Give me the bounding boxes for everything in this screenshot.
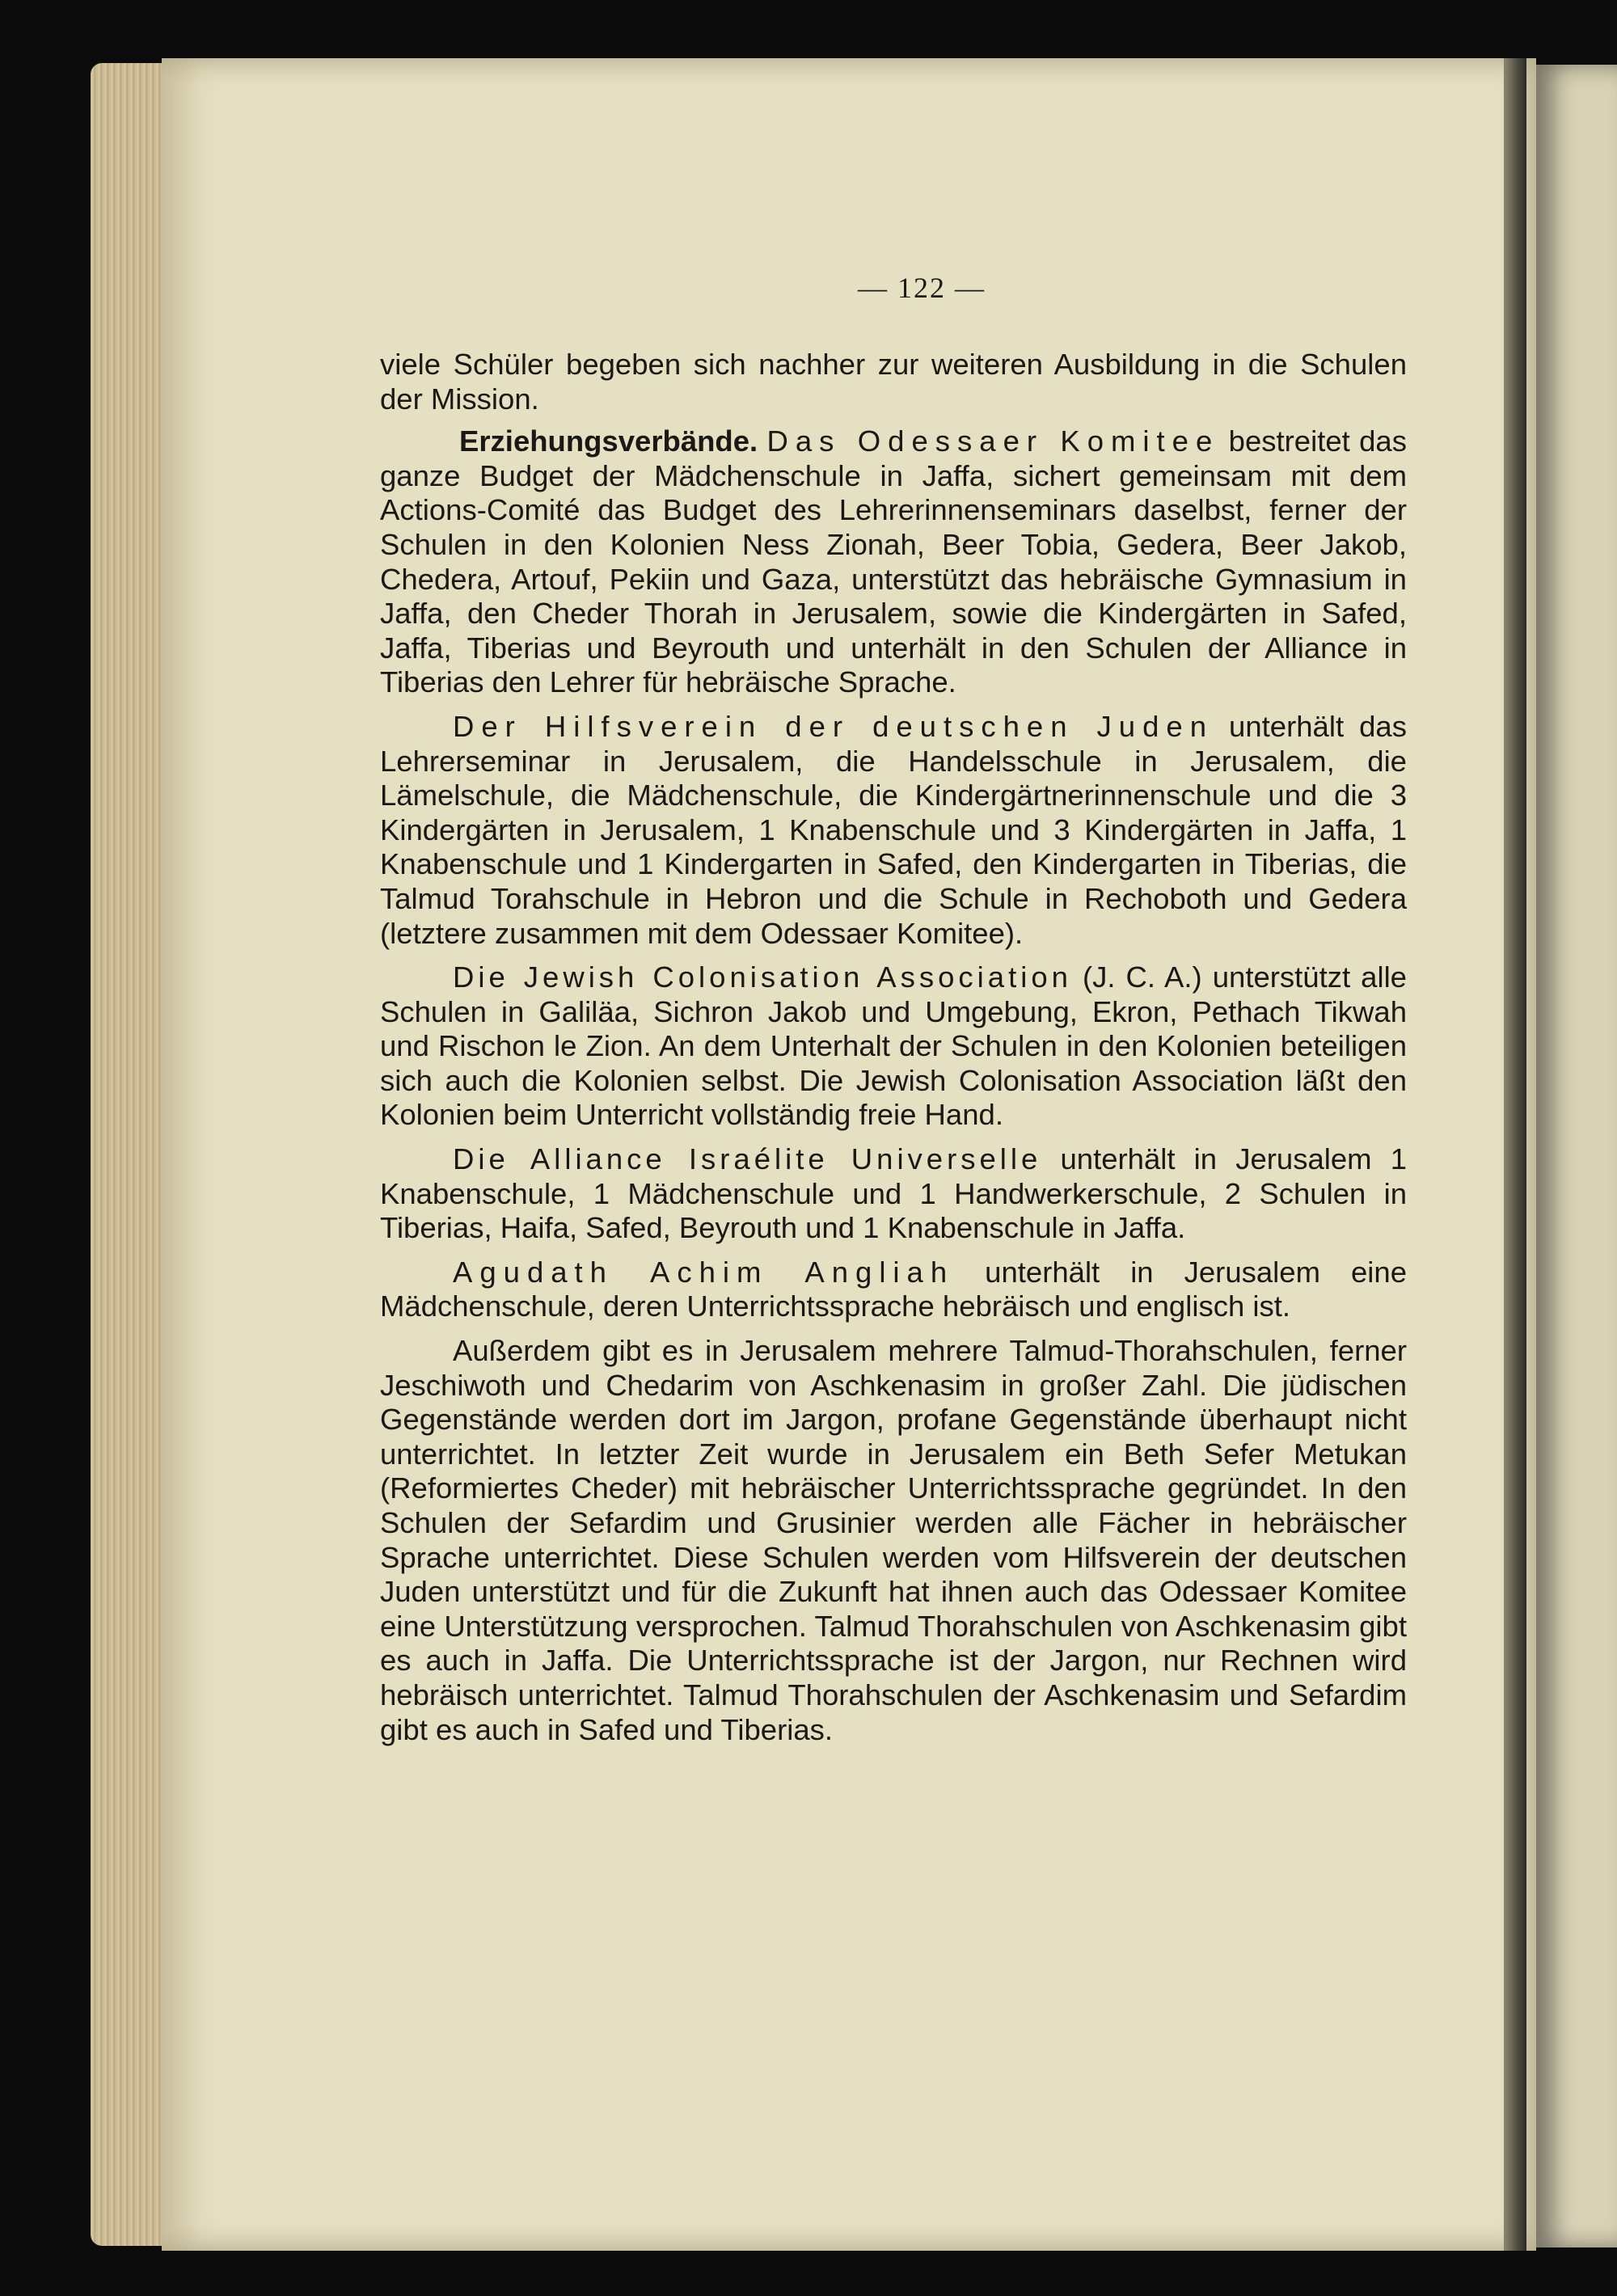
paragraph-text: (J. C. A.) unterstützt alle Schulen in Galiläa, Sichron Jakob und Umgebung, Ekron, Pethach Tikwah und Rischon le Zion. An dem Unterhalt der Schulen in den Kolonien beteiligen sich auch die Kolonien selbst. Die Jewish Colonisation Association läßt den Kolonien beim Unterricht vollständig freie Hand. — [380, 960, 1407, 1132]
paragraph-alliance — [380, 1142, 1407, 1246]
spaced-organization-name: Die Jewish Colonisation Association — [453, 960, 1072, 994]
spaced-organization-name: Agudath Achim Angliah — [453, 1255, 955, 1289]
paragraph-erziehungsverbaende — [380, 424, 1407, 700]
spaced-organization-name: Die Alliance Israélite Universelle — [453, 1142, 1042, 1176]
paragraph-hilfsverein — [380, 710, 1407, 951]
adjacent-page-edge — [1536, 65, 1617, 2247]
paragraph-text: unterhält das Lehrerseminar in Jerusalem, die Handelsschule in Jerusalem, die Lämelschule, die Mädchenschule, die Kindergärtnerinnenschule und die 3 Kindergärten in Jerusalem, 1 Knabenschule und 3 Kindergärten in Jaffa, 1 Knabenschule und 1 Kindergarten in Safed, den Kindergarten in Tiberias, die Talmud Torahschule in Hebron und die Schule in Rechoboth und Gedera (letztere zusammen mit dem Odessaer Komitee). — [380, 709, 1407, 950]
paragraph-text: viele Schüler begeben sich nachher zur weiteren Ausbildung in die Schulen der Mission. — [380, 348, 1407, 416]
page-body-text — [380, 348, 1407, 1747]
paragraph-text: unterhält in Jerusalem eine Mädchenschule, deren Unterrichtssprache hebräisch und englisch ist. — [380, 1255, 1407, 1323]
paragraph-agudath — [380, 1256, 1407, 1324]
paragraph-text: unterhält in Jerusalem 1 Knabenschule, 1 Mädchenschule und 1 Handwerkerschule, 2 Schulen in Tiberias, Haifa, Safed, Beyrouth und 1 Knabenschule in Jaffa. — [380, 1142, 1407, 1245]
spaced-organization-name: Das Odessaer Komitee — [766, 424, 1220, 458]
paragraph-continuation — [380, 348, 1407, 416]
paragraph-jca — [380, 960, 1407, 1133]
page-number: — 122 — — [858, 272, 986, 304]
paragraph-ausserdem — [380, 1334, 1407, 1747]
paragraph-text: bestreitet das ganze Budget der Mädchenschule in Jaffa, sichert gemeinsam mit dem Actions-Comité das Budget des Lehrerinnenseminars daselbst, ferner der Schulen in den Kolonien Ness Zionah, Beer Tobia, Gedera, Beer Jakob, Chedera, Artouf, Pekiin und Gaza, unterstützt das hebräische Gymnasium in Jaffa, den Cheder Thorah in Jerusalem, sowie die Kindergärten in Safed, Jaffa, Tiberias und Beyrouth und unterhält in den Schulen der Alliance in Tiberias den Lehrer für hebräische Sprache. — [380, 424, 1407, 699]
spaced-organization-name: Der Hilfsverein der deutschen Juden — [453, 709, 1214, 743]
book-gutter — [1504, 58, 1526, 2251]
paragraph-text: Außerdem gibt es in Jerusalem mehrere Talmud-Thorahschulen, ferner Jeschiwoth und Chedarim von Aschkenasim in großer Zahl. Die jüdischen Gegenstände werden dort im Jargon, profane Gegenstände überhaupt nicht unterrichtet. In letzter Zeit wurde in Jerusalem ein Beth Sefer Metukan (Reformiertes Cheder) mit hebräischer Unterrichtssprache gegründet. In den Schulen der Sefardim und Grusinier werden alle Fächer in hebräischer Sprache unterrichtet. Diese Schulen werden vom Hilfsverein der deutschen Juden unterstützt und für die Zukunft hat ihnen auch das Odessaer Komitee eine Unterstützung versprochen. Talmud Thorahschulen von Aschkenasim gibt es auch in Jaffa. Die Unterrichtssprache ist der Jargon, nur Rechnen wird hebräisch unterrichtet. Talmud Thorahschulen der Aschkenasim und Sefardim gibt es auch in Safed und Tiberias. — [380, 1334, 1407, 1746]
section-heading: Erziehungsverbände. — [459, 424, 758, 458]
